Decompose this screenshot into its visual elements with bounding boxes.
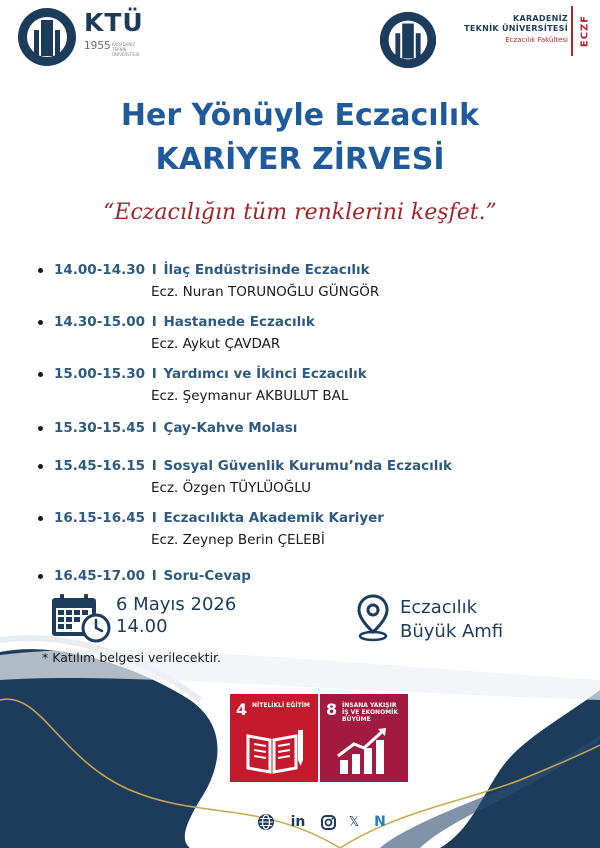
- schedule-item: [36, 314, 556, 352]
- schedule-item: [36, 458, 556, 496]
- globe-icon[interactable]: [256, 812, 276, 832]
- x-icon[interactable]: [344, 812, 364, 832]
- page-subtitle: KARİYER ZİRVESİ: [155, 142, 445, 177]
- linkedin-glyph: in: [290, 814, 306, 830]
- certificate-note: * Katılım belgesi verilecektir.: [42, 650, 222, 665]
- schedule-separator: I: [151, 510, 157, 526]
- event-date-time: [116, 594, 236, 638]
- instagram-icon[interactable]: [318, 812, 338, 832]
- event-place: [400, 596, 503, 644]
- calendar-clock-icon: [50, 592, 112, 644]
- schedule-item-line: [54, 314, 556, 330]
- nsosyal-icon[interactable]: [370, 812, 390, 832]
- university-emblem: [376, 8, 440, 72]
- faculty-code-text: ECZF: [579, 14, 591, 48]
- schedule-topic: İlaç Endüstrisinde Eczacılık: [163, 262, 370, 278]
- location-pin-icon: [356, 594, 390, 642]
- sdg-4-tile: [230, 694, 318, 782]
- schedule-item-line: [54, 568, 556, 584]
- schedule-separator: I: [151, 568, 157, 584]
- ktu-subtitle-line2: TEKNİK ÜNİVERSİTESİ: [112, 47, 140, 57]
- event-place-line2: Büyük Amfi: [400, 621, 504, 642]
- schedule-speaker: Ecz. Şeymanur AKBULUT BAL: [151, 388, 349, 404]
- ktu-emblem-icon: [376, 8, 440, 72]
- schedule-list: [36, 262, 556, 584]
- sdg-label: NİTELİKLİ EĞİTİM: [252, 702, 310, 709]
- faculty-line2: TEKNİK ÜNİVERSİTESİ: [464, 24, 568, 33]
- sdg-label: İNSANA YAKIŞIR İŞ VE EKONOMİK BÜYÜME: [342, 702, 399, 723]
- ktu-founded-year: 1955: [84, 40, 111, 52]
- faculty-divider: [571, 6, 573, 56]
- schedule-item-line: [54, 262, 556, 278]
- schedule-speaker: Ecz. Özgen TÜYLÜOĞLU: [151, 480, 311, 496]
- schedule-item: [36, 262, 556, 300]
- sdg-number: 8: [326, 700, 338, 719]
- schedule-topic: Soru-Cevap: [163, 568, 251, 584]
- schedule-separator: I: [151, 458, 157, 474]
- schedule-topic: Sosyal Güvenlik Kurumu’nda Eczacılık: [163, 458, 452, 474]
- schedule-item: [36, 510, 556, 548]
- schedule-topic: Çay-Kahve Molası: [163, 420, 298, 436]
- schedule-separator: I: [151, 262, 157, 278]
- schedule-item-line: [54, 510, 556, 526]
- schedule-topic: Hastanede Eczacılık: [163, 314, 315, 330]
- schedule-time: 15.00-15.30: [54, 366, 146, 382]
- faculty-line1: KARADENİZ: [512, 14, 568, 23]
- event-date: 6 Mayıs 2026: [116, 594, 237, 615]
- event-place-line1: Eczacılık: [400, 597, 478, 618]
- schedule-item-line: [54, 458, 556, 474]
- tagline: “Eczacılığın tüm renklerini keşfet.”: [103, 200, 497, 225]
- schedule-topic: Eczacılıkta Akademik Kariyer: [163, 510, 384, 526]
- schedule-time: 16.15-16.45: [54, 510, 146, 526]
- ktu-subtitle: [112, 42, 152, 57]
- schedule-speaker: Ecz. Zeynep Berin ÇELEBİ: [151, 532, 325, 548]
- schedule-item-line: [54, 366, 556, 382]
- globe-icon-svg: [257, 813, 275, 831]
- ktu-emblem-icon: [14, 6, 80, 68]
- linkedin-icon[interactable]: [288, 812, 308, 832]
- schedule-item: [36, 366, 556, 404]
- schedule-time: 14.00-14.30: [54, 262, 146, 278]
- event-time: 14.00: [116, 616, 168, 637]
- book-pencil-icon: [244, 726, 304, 776]
- faculty-code: [578, 8, 592, 54]
- schedule-separator: I: [151, 366, 157, 382]
- schedule-separator: I: [151, 420, 157, 436]
- schedule-separator: I: [151, 314, 157, 330]
- sdg-8-tile: [320, 694, 408, 782]
- faculty-name-block: [464, 14, 568, 44]
- schedule-item-line: [54, 420, 556, 436]
- schedule-time: 15.45-16.15: [54, 458, 146, 474]
- nsosyal-glyph: N: [374, 814, 386, 830]
- faculty-line3: Eczacılık Fakültesi: [505, 36, 568, 44]
- schedule-topic: Yardımcı ve İkinci Eczacılık: [163, 366, 367, 382]
- schedule-time: 14.30-15.00: [54, 314, 146, 330]
- ktu-name: KTÜ: [84, 8, 144, 37]
- page-title: Her Yönüyle Eczacılık: [120, 98, 480, 133]
- sdg-number: 4: [236, 700, 248, 719]
- ktu-subtitle-line1: KARADENİZ: [112, 42, 136, 47]
- schedule-speaker: Ecz. Nuran TORUNOĞLU GÜNGÖR: [151, 284, 380, 300]
- x-glyph: 𝕏: [348, 814, 360, 830]
- schedule-speaker: Ecz. Aykut ÇAVDAR: [151, 336, 281, 352]
- schedule-item: [36, 420, 556, 436]
- instagram-icon-svg: [321, 815, 336, 830]
- growth-chart-icon: [334, 726, 394, 776]
- schedule-time: 16.45-17.00: [54, 568, 146, 584]
- schedule-time: 15.30-15.45: [54, 420, 146, 436]
- schedule-item: [36, 568, 556, 584]
